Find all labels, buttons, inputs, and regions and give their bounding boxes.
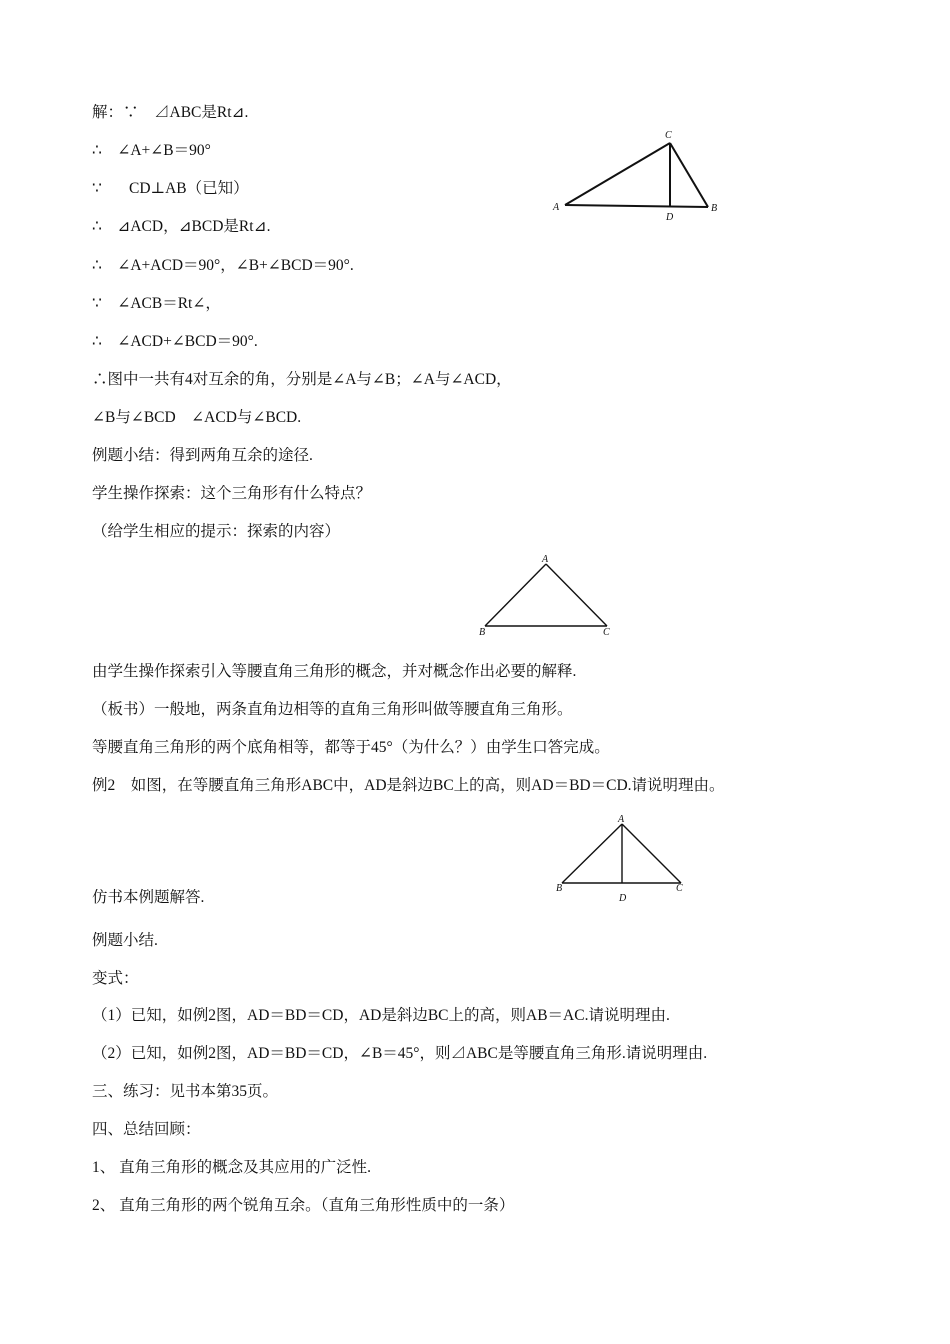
label-A: A: [553, 202, 560, 213]
label-C: C: [665, 130, 672, 141]
label-A: A: [542, 554, 549, 565]
text-line-20: （1）已知，如例2图，AD＝BD＝CD，AD是斜边BC上的高，则AB＝AC.请说明理由.: [92, 1007, 670, 1024]
segment-AB: [485, 564, 546, 626]
text-line-14: （板书）一般地，两条直角边相等的直角三角形叫做等腰直角三角形。: [92, 701, 573, 718]
text-line-9: ∠B与∠BCD ∠ACD与∠BCD.: [92, 409, 302, 426]
figure-right-triangle-altitude: [545, 125, 735, 225]
text-line-5: ∴ ∠A+ACD＝90°，∠B+∠BCD＝90°.: [92, 257, 354, 274]
label-D: D: [619, 893, 627, 904]
text-line-25: 2、 直角三角形的两个锐角互余。（直角三角形性质中的一条）: [92, 1197, 515, 1214]
text-line-19: 变式：: [92, 970, 139, 987]
text-line-11: 学生操作探索：这个三角形有什么特点？: [92, 485, 372, 502]
text-line-2: ∴ ∠A+∠B＝90°: [92, 142, 211, 159]
text-line-18: 例题小结.: [92, 932, 158, 949]
text-line-1: 解：∵ ⊿ABC是Rt⊿.: [92, 104, 249, 121]
label-D: D: [666, 212, 674, 223]
text-line-6: ∵ ∠ACB＝Rt∠，: [92, 295, 221, 312]
text-line-3: ∵ CD⊥AB（已知）: [92, 180, 249, 197]
text-line-8: ∴图中一共有4对互余的角，分别是∠A与∠B；∠A与∠ACD，: [92, 371, 512, 388]
text-line-23: 四、总结回顾：: [92, 1121, 201, 1138]
text-line-17: 仿书本例题解答.: [92, 889, 205, 906]
text-line-4: ∴ ⊿ACD，⊿BCD是Rt⊿.: [92, 218, 271, 235]
label-C: C: [603, 627, 610, 638]
text-line-12: （给学生相应的提示：探索的内容）: [92, 523, 341, 540]
figure-example2-triangle: [548, 812, 698, 912]
text-line-24: 1、 直角三角形的概念及其应用的广泛性.: [92, 1159, 372, 1176]
text-line-22: 三、练习：见书本第35页。: [92, 1083, 279, 1100]
text-line-13: 由学生操作探索引入等腰直角三角形的概念，并对概念作出必要的解释.: [92, 663, 577, 680]
label-A: A: [618, 814, 625, 825]
segment-AC: [622, 824, 681, 883]
text-line-7: ∴ ∠ACD+∠BCD＝90°.: [92, 333, 258, 350]
segment-AB: [562, 824, 622, 883]
text-line-15: 等腰直角三角形的两个底角相等，都等于45°（为什么？）由学生口答完成。: [92, 739, 610, 756]
label-B: B: [711, 203, 718, 214]
text-line-16: 例2 如图，在等腰直角三角形ABC中，AD是斜边BC上的高，则AD＝BD＝CD.请说明理由。: [92, 777, 725, 794]
segment-AC: [565, 143, 670, 205]
label-B: B: [556, 883, 563, 894]
label-B: B: [479, 627, 486, 638]
text-line-21: （2）已知，如例2图，AD＝BD＝CD，∠B＝45°，则⊿ABC是等腰直角三角形.请说明理由.: [92, 1045, 708, 1062]
figure-isosceles-right-triangle: [470, 552, 620, 642]
segment-AC: [546, 564, 607, 626]
label-C: C: [676, 883, 683, 894]
segment-CB: [670, 143, 708, 207]
segment-AB: [565, 205, 708, 207]
text-line-10: 例题小结：得到两角互余的途径.: [92, 447, 313, 464]
